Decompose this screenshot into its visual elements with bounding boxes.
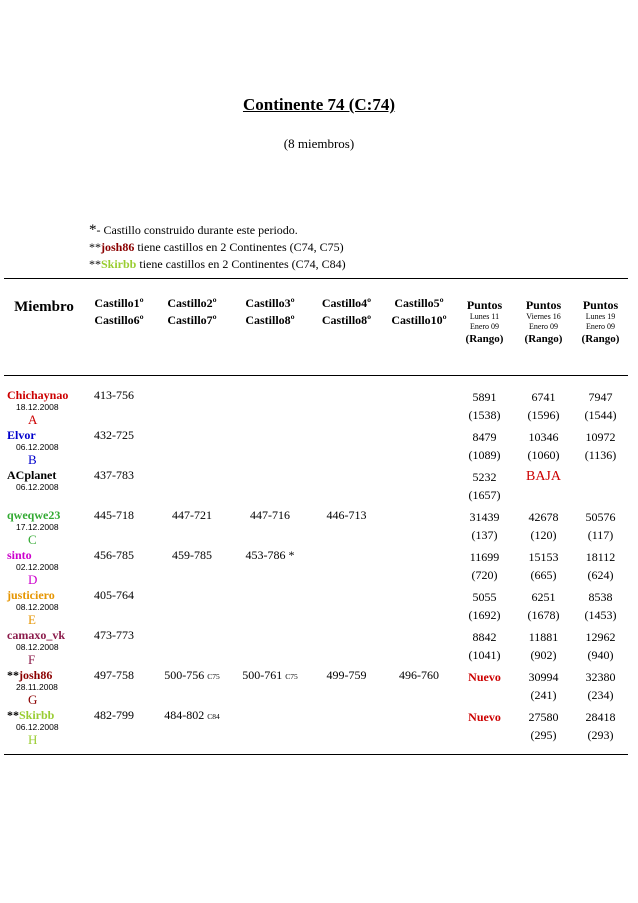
member-name: Skirbb (19, 708, 55, 722)
member-name-line (7, 468, 84, 482)
points-cell-2 (514, 548, 573, 588)
page-title: Continente 74 (C:74) (242, 95, 396, 114)
points-rank: (1089) (468, 448, 501, 462)
note-player-name: josh86 (101, 240, 135, 254)
note-new-castle-text: - Castillo construido durante este periodo. (96, 223, 298, 237)
castle-cell (310, 548, 383, 588)
header-points-day: Viernes 16 (526, 312, 561, 321)
member-join-date: 17.12.2008 (16, 522, 59, 532)
table-row (4, 376, 628, 429)
points-value: BAJA (525, 469, 561, 484)
header-points-rank: (Rango) (524, 333, 563, 345)
points-rank: (1596) (527, 408, 560, 422)
points-value: Nuevo (468, 670, 501, 684)
member-prefix: ** (7, 708, 19, 722)
points-value: 5232 (472, 470, 497, 484)
points-rank: (1692) (468, 608, 501, 622)
members-table (4, 278, 628, 755)
points-value: 7947 (588, 390, 613, 404)
table-row (4, 468, 628, 508)
castle-cell (84, 548, 154, 588)
castle-cell (310, 376, 383, 429)
member-letter: A (28, 412, 38, 427)
castle-cell (383, 708, 455, 755)
castle-cell (230, 548, 310, 588)
table-row (4, 548, 628, 588)
header-castle-label: Castillo4º (321, 296, 372, 310)
table-row (4, 668, 628, 708)
castle-cell (84, 468, 154, 508)
member-letter: D (28, 572, 38, 587)
points-value: 42678 (528, 510, 559, 524)
note-prefix: ** (89, 240, 101, 254)
points-rank: (720) (471, 568, 498, 582)
castle-coords: 447-716 (250, 508, 290, 522)
castle-coords: 405-764 (94, 588, 134, 602)
castle-coords: 499-759 (326, 668, 367, 682)
castle-cell (383, 376, 455, 429)
points-rank: (234) (587, 688, 614, 702)
member-cell (4, 428, 84, 468)
table-row (4, 588, 628, 628)
header-castle-label: Castillo10º (391, 313, 447, 327)
member-cell (4, 376, 84, 429)
header-castle-label: Castillo2º (167, 296, 217, 310)
header-points-day: Lunes 11 (469, 312, 500, 321)
points-value: 6251 (531, 590, 556, 604)
points-value: 12962 (585, 630, 616, 644)
castle-cell (154, 628, 230, 668)
castle-cell (230, 588, 310, 628)
member-cell (4, 588, 84, 628)
member-letter: H (28, 732, 38, 747)
castle-cell (154, 508, 230, 548)
points-rank: (120) (530, 528, 557, 542)
castle-cell (84, 628, 154, 668)
points-value: 10346 (528, 430, 559, 444)
header-castle-label: Castillo6º (94, 313, 144, 327)
member-name-line (7, 388, 84, 402)
points-value: 27580 (528, 710, 559, 724)
castle-cell (154, 468, 230, 508)
points-rank: (137) (471, 528, 498, 542)
points-cell-3 (573, 668, 628, 708)
header-points-rank: (Rango) (581, 333, 620, 345)
points-cell-2 (514, 428, 573, 468)
castle-cell (84, 428, 154, 468)
member-cell (4, 548, 84, 588)
member-name: sinto (7, 548, 32, 562)
note-text: tiene castillos en 2 Continentes (C74, C84) (136, 257, 346, 271)
castle-cell (310, 588, 383, 628)
points-value: 8479 (472, 430, 497, 444)
castle-cell (383, 548, 455, 588)
castle-cell (383, 508, 455, 548)
header-points-3 (573, 279, 628, 376)
header-points-month: Enero 09 (528, 322, 559, 331)
member-name-line (7, 628, 84, 642)
castle-continent: C84 (207, 712, 220, 721)
points-value: 5055 (472, 590, 497, 604)
header-points-1 (455, 279, 514, 376)
castle-coords: 446-713 (326, 508, 367, 522)
points-cell-2 (514, 708, 573, 755)
points-cell-1 (455, 468, 514, 508)
header-castle-label: Castillo8º (245, 313, 295, 327)
member-join-date: 06.12.2008 (16, 722, 59, 732)
points-rank: (117) (587, 528, 614, 542)
member-join-date: 08.12.2008 (16, 642, 59, 652)
points-cell-3 (573, 376, 628, 429)
points-rank: (665) (530, 568, 557, 582)
points-rank: (624) (587, 568, 614, 582)
points-cell-2 (514, 468, 573, 508)
header-castle-label: Castillo5º (394, 296, 444, 310)
points-rank: (1544) (584, 408, 617, 422)
member-letter: G (28, 692, 38, 707)
castle-coords: 413-756 (94, 388, 134, 402)
castle-cell (154, 376, 230, 429)
castle-cell (154, 588, 230, 628)
table-row (4, 708, 628, 755)
member-join-date: 28.11.2008 (16, 682, 58, 692)
member-join-date: 06.12.2008 (16, 442, 59, 452)
header-castle-2 (154, 279, 230, 376)
points-cell-3 (573, 588, 628, 628)
note-player-name: Skirbb (101, 257, 137, 271)
castle-coords: 456-785 (94, 548, 134, 562)
header-castle-label: Castillo7º (167, 313, 217, 327)
star-symbol: * (89, 222, 97, 238)
points-cell-1 (455, 588, 514, 628)
castle-cell (230, 468, 310, 508)
castle-cell (310, 628, 383, 668)
castle-cell (84, 708, 154, 755)
header-castle-label: Castillo1º (94, 296, 144, 310)
header-castle-1 (84, 279, 154, 376)
member-name-line (7, 668, 84, 682)
castle-coords: 432-725 (94, 428, 134, 442)
castle-cell (84, 588, 154, 628)
member-count: (8 miembros) (283, 136, 355, 151)
member-name: josh86 (19, 668, 53, 682)
member-name: Chichaynao (7, 388, 69, 402)
castle-cell (310, 508, 383, 548)
castle-cell (154, 668, 230, 708)
castle-coords: 445-718 (94, 508, 134, 522)
castle-coords: 482-799 (94, 708, 134, 722)
header-points-2 (514, 279, 573, 376)
points-cell-1 (455, 548, 514, 588)
castle-cell (383, 588, 455, 628)
note-new-castle (89, 222, 346, 239)
points-rank: (293) (587, 728, 614, 742)
member-join-date: 02.12.2008 (16, 562, 59, 572)
points-rank: (1453) (584, 608, 617, 622)
points-cell-1 (455, 428, 514, 468)
castle-cell (310, 708, 383, 755)
header-points-label: Puntos (582, 298, 619, 312)
points-value: 50576 (585, 510, 616, 524)
table-row (4, 508, 628, 548)
points-cell-3 (573, 428, 628, 468)
points-value: 8538 (588, 590, 613, 604)
member-name: Elvor (7, 428, 36, 442)
member-name: justiciero (7, 588, 55, 602)
points-rank: (1136) (584, 448, 617, 462)
castle-cell (310, 468, 383, 508)
castle-continent: C75 (285, 672, 298, 681)
castle-cell (230, 508, 310, 548)
points-cell-1 (455, 508, 514, 548)
member-prefix: ** (7, 668, 19, 682)
castle-cell (230, 376, 310, 429)
note-prefix: ** (89, 257, 101, 271)
header-points-month: Enero 09 (585, 322, 616, 331)
castle-cell (230, 668, 310, 708)
points-rank: (1041) (468, 648, 501, 662)
points-value: Nuevo (468, 710, 501, 724)
points-value: 15153 (528, 550, 559, 564)
castle-cell (84, 508, 154, 548)
member-cell (4, 708, 84, 755)
member-name: qweqwe23 (7, 508, 61, 522)
castle-coords: 447-721 (172, 508, 212, 522)
points-cell-3 (573, 548, 628, 588)
points-cell-3 (573, 508, 628, 548)
header-castle-3 (230, 279, 310, 376)
member-name-line (7, 428, 84, 442)
castle-coords: 500-756 (164, 668, 205, 682)
member-letter: B (28, 452, 37, 467)
member-cell (4, 508, 84, 548)
member-name-line (7, 508, 84, 522)
points-value: 31439 (469, 510, 500, 524)
castle-cell (154, 548, 230, 588)
points-rank: (940) (587, 648, 614, 662)
points-cell-1 (455, 376, 514, 429)
member-cell (4, 628, 84, 668)
header-points-label: Puntos (466, 298, 503, 312)
member-join-date: 08.12.2008 (16, 602, 59, 612)
castle-cell (84, 376, 154, 429)
member-name: camaxo_vk (7, 628, 65, 642)
points-cell-1 (455, 668, 514, 708)
points-value: 5891 (472, 390, 497, 404)
castle-cell (310, 668, 383, 708)
member-join-date: 06.12.2008 (16, 482, 59, 492)
points-cell-2 (514, 668, 573, 708)
header-castle-label: Castillo8º (321, 313, 372, 327)
castle-coords: 496-760 (399, 668, 439, 682)
points-cell-1 (455, 628, 514, 668)
note-skirbb (89, 256, 346, 273)
points-value: 30994 (528, 670, 559, 684)
member-name: ACplanet (7, 468, 57, 482)
table-row (4, 428, 628, 468)
member-cell (4, 468, 84, 508)
points-cell-1 (455, 708, 514, 755)
points-cell-3 (573, 468, 628, 508)
points-value: 32380 (585, 670, 616, 684)
points-rank: (1678) (527, 608, 560, 622)
castle-cell (383, 468, 455, 508)
points-value: 11699 (469, 550, 500, 564)
castle-cell (310, 428, 383, 468)
castle-coords: 459-785 (172, 548, 212, 562)
castle-coords: 497-758 (94, 668, 134, 682)
points-value: 6741 (531, 390, 556, 404)
member-letter: F (28, 652, 36, 667)
points-cell-3 (573, 628, 628, 668)
header-points-day: Lunes 19 (585, 312, 616, 321)
points-rank: (1538) (468, 408, 501, 422)
castle-cell (154, 708, 230, 755)
castle-cell (230, 708, 310, 755)
points-rank: (295) (530, 728, 557, 742)
castle-cell (383, 628, 455, 668)
castle-cell (230, 628, 310, 668)
castle-coords: 437-783 (94, 468, 134, 482)
header-row (4, 279, 628, 376)
castle-coords: 453-786 * (245, 548, 295, 562)
points-value: 28418 (585, 710, 616, 724)
castle-cell (154, 428, 230, 468)
member-cell (4, 668, 84, 708)
table-row (4, 628, 628, 668)
points-rank: (1060) (527, 448, 560, 462)
note-text: tiene castillos en 2 Continentes (C74, C75) (134, 240, 344, 254)
points-cell-2 (514, 376, 573, 429)
castle-cell (383, 428, 455, 468)
points-rank: (1657) (468, 488, 501, 502)
member-name-line (7, 548, 84, 562)
castle-continent: C75 (207, 672, 220, 681)
member-name-line (7, 588, 84, 602)
member-join-date: 18.12.2008 (16, 402, 59, 412)
legend-notes (89, 222, 346, 273)
header-points-month: Enero 09 (469, 322, 500, 331)
note-josh86 (89, 239, 346, 256)
points-value: 10972 (585, 430, 616, 444)
castle-coords: 500-761 (242, 668, 283, 682)
header-castle-4 (310, 279, 383, 376)
points-value: 8842 (472, 630, 497, 644)
member-letter: E (28, 612, 36, 627)
points-value: 11881 (528, 630, 559, 644)
points-cell-2 (514, 508, 573, 548)
points-rank: (902) (530, 648, 557, 662)
header-castle-5 (383, 279, 455, 376)
points-value: 18112 (585, 550, 616, 564)
header-points-rank: (Rango) (465, 333, 504, 345)
member-letter: C (28, 532, 37, 547)
header-castle-label: Castillo3º (245, 296, 295, 310)
castle-coords: 484-802 (164, 708, 205, 722)
points-cell-3 (573, 708, 628, 755)
castle-cell (230, 428, 310, 468)
points-rank: (241) (530, 688, 557, 702)
points-cell-2 (514, 588, 573, 628)
castle-cell (84, 668, 154, 708)
castle-cell (383, 668, 455, 708)
header-member: Miembro (4, 279, 84, 376)
castle-coords: 473-773 (94, 628, 134, 642)
points-cell-2 (514, 628, 573, 668)
member-name-line (7, 708, 84, 722)
header-points-label: Puntos (525, 298, 562, 312)
